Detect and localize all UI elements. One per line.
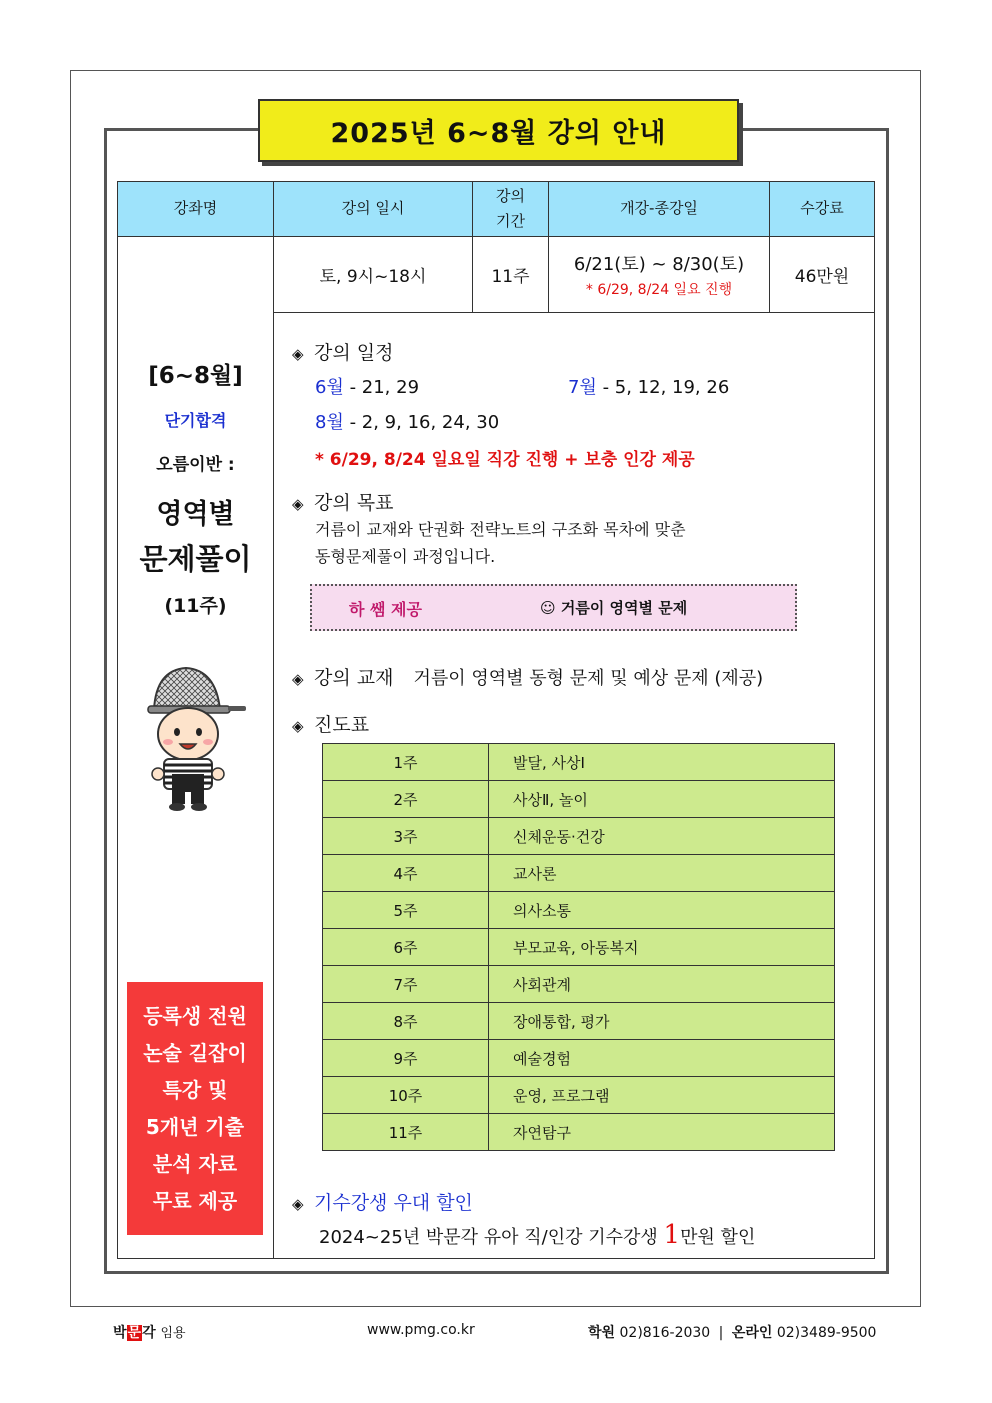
topic-cell: 부모교육, 아동복지 (489, 929, 835, 966)
discount-amount: 1 (663, 1220, 681, 1250)
course-title-line1: 영역별 (156, 499, 235, 530)
row-period-note: * 6/29, 8/24 일요 진행 (585, 282, 733, 298)
schedule-heading: ◈ 강의 일정 (292, 342, 394, 364)
month-label: 7월 (568, 377, 597, 398)
table-row (323, 929, 835, 966)
table-row (323, 818, 835, 855)
row-duration: 11주 (472, 236, 549, 313)
header-duration-line1: 강의 (496, 186, 525, 205)
table-row (323, 1114, 835, 1151)
table-row (323, 781, 835, 818)
topic-cell: 사회관계 (489, 966, 835, 1003)
week-cell: 3주 (323, 818, 489, 855)
month-label: 8월 (315, 412, 344, 433)
row-period-dates: 6/21(토) ~ 8/30(토) (573, 254, 745, 275)
week-cell: 7주 (323, 966, 489, 1003)
progress-heading: ◈ 진도표 (292, 714, 370, 736)
promo-line: 5개년 기출 (145, 1114, 245, 1139)
goal-line2: 동형문제풀이 과정입니다. (315, 547, 496, 566)
week-cell: 11주 (323, 1114, 489, 1151)
topic-cell: 운영, 프로그램 (489, 1077, 835, 1114)
topic-cell: 예술경험 (489, 1040, 835, 1077)
table-row (323, 1040, 835, 1077)
diamond-bullet-icon: ◈ (292, 1195, 304, 1213)
progress-table (322, 743, 835, 1151)
header-duration-line2: 기간 (496, 212, 525, 230)
course-weeks: (11주) (164, 595, 227, 617)
schedule-august: 8월 - 2, 9, 16, 24, 30 (315, 412, 500, 433)
schedule-july: 7월 - 5, 12, 19, 26 (568, 377, 730, 398)
table-row (323, 744, 835, 781)
course-title-line2: 문제풀이 (139, 542, 252, 576)
week-cell: 9주 (323, 1040, 489, 1077)
textbook-text: 거름이 영역별 동형 문제 및 예상 문제 (제공) (413, 668, 764, 689)
topic-cell: 장애통합, 평가 (489, 1003, 835, 1040)
row-period (548, 236, 770, 313)
textbook-heading: ◈ 강의 교재 거름이 영역별 동형 문제 및 예상 문제 (제공) (292, 667, 764, 689)
schedule-note: * 6/29, 8/24 일요일 직강 진행 + 보충 인강 제공 (315, 450, 695, 470)
promo-line: 논술 길잡이 (143, 1040, 247, 1065)
diamond-bullet-icon: ◈ (292, 717, 304, 735)
week-cell: 10주 (323, 1077, 489, 1114)
provide-right: ☺ 거름이 영역별 문제 (540, 599, 688, 617)
header-period: 개강-종강일 (548, 181, 770, 237)
topic-cell: 교사론 (489, 855, 835, 892)
month-label: 6월 (315, 377, 344, 398)
diamond-bullet-icon: ◈ (292, 345, 304, 363)
row-datetime: 토, 9시~18시 (273, 236, 473, 313)
mascot-illustration (144, 664, 248, 814)
course-months: [6~8월] (148, 363, 243, 389)
header-datetime: 강의 일시 (273, 181, 473, 237)
table-row (323, 1003, 835, 1040)
week-cell: 4주 (323, 855, 489, 892)
discount-text: 2024~25년 박문각 유아 직/인강 기수강생 1만원 할인 (319, 1220, 756, 1250)
week-cell: 6주 (323, 929, 489, 966)
week-cell: 8주 (323, 1003, 489, 1040)
promo-line: 등록생 전원 (143, 1003, 247, 1028)
page-title: 2025년 6~8월 강의 안내 (258, 99, 739, 162)
diamond-bullet-icon: ◈ (292, 495, 304, 513)
table-row (323, 966, 835, 1003)
footer-url[interactable]: www.pmg.co.kr (367, 1322, 475, 1338)
header-duration (472, 181, 549, 237)
topic-cell: 사상Ⅱ, 놀이 (489, 781, 835, 818)
promo-line: 특강 및 (162, 1077, 228, 1102)
header-course-name: 강좌명 (117, 181, 274, 237)
promo-line: 무료 제공 (152, 1188, 238, 1213)
promo-box (127, 982, 263, 1235)
diamond-bullet-icon: ◈ (292, 670, 304, 688)
footer-brand-logo: 박문각 임용 (113, 1325, 186, 1341)
table-row (323, 892, 835, 929)
course-tag: 단기합격 (164, 411, 227, 430)
week-cell: 5주 (323, 892, 489, 929)
topic-cell: 신체운동·건강 (489, 818, 835, 855)
topic-cell: 의사소통 (489, 892, 835, 929)
provide-left: 하 쌤 제공 (349, 600, 422, 619)
week-cell: 1주 (323, 744, 489, 781)
course-class-name: 오름이반 : (156, 455, 235, 475)
footer-contact: 학원 02)816-2030 | 온라인 02)3489-9500 (588, 1325, 877, 1341)
week-cell: 2주 (323, 781, 489, 818)
row-fee: 46만원 (769, 236, 875, 313)
promo-line: 분석 자료 (152, 1151, 238, 1176)
goal-line1: 거름이 교재와 단권화 전략노트의 구조화 목차에 맞춘 (315, 520, 686, 539)
table-row (323, 1077, 835, 1114)
table-row (323, 855, 835, 892)
topic-cell: 자연탐구 (489, 1114, 835, 1151)
topic-cell: 발달, 사상Ⅰ (489, 744, 835, 781)
schedule-june: 6월 - 21, 29 (315, 377, 420, 398)
provide-box (310, 584, 797, 631)
discount-heading: ◈ 기수강생 우대 할인 (292, 1192, 473, 1214)
header-fee: 수강료 (769, 181, 875, 237)
goal-heading: ◈ 강의 목표 (292, 492, 394, 514)
